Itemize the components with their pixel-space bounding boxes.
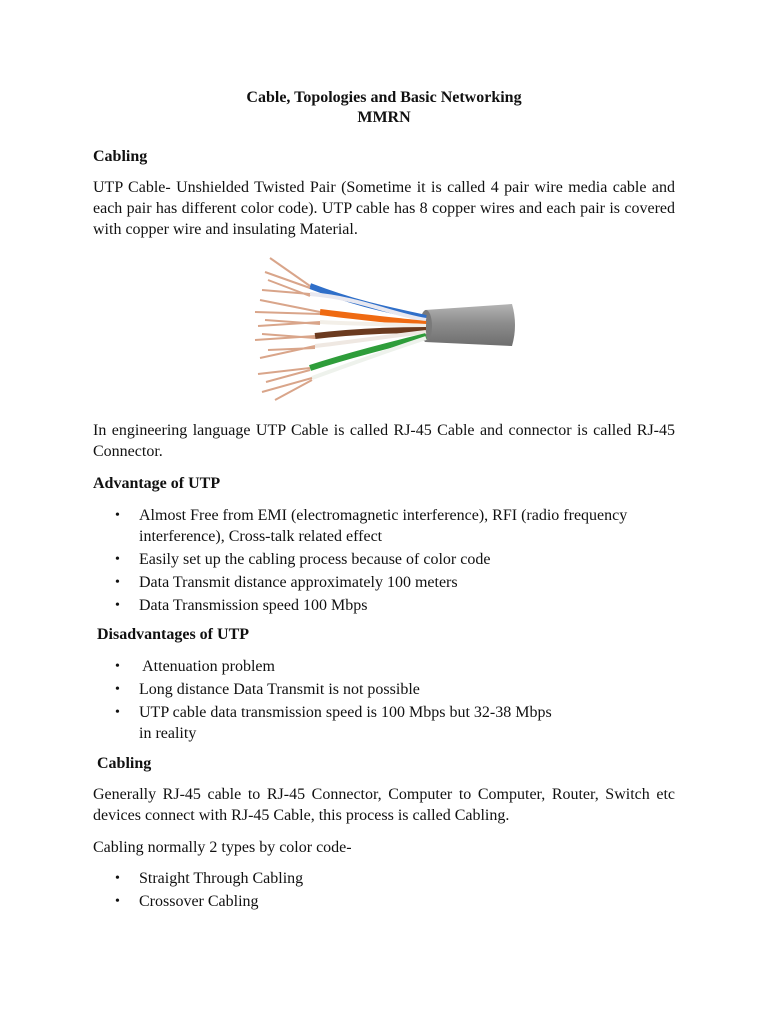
list-item: • Data Transmit distance approximately 100 meters [115,574,458,591]
bullet-icon: • [115,894,120,909]
bullet-icon: • [115,871,120,886]
list-item: • Attenuation problem [115,658,275,675]
bullet-icon: • [115,575,120,590]
bullet-icon: • [115,598,120,613]
title-line-2: MMRN [357,109,411,126]
document-title [0,88,768,128]
bullet-icon: • [115,682,120,697]
list-item: • Data Transmission speed 100 Mbps [115,597,368,614]
copper-wire-ends [255,258,320,400]
advantages-list [93,505,675,618]
heading-cabling: Cabling [93,148,148,165]
title-line-1: Cable, Topologies and Basic Networking [246,89,522,106]
cabling-types-list [93,868,675,914]
utp-cable-image [240,250,520,405]
list-item: • Easily set up the cabling process because of color code [115,551,491,568]
list-item: • Crossover Cabling [115,893,259,910]
disadvantages-list [93,656,675,746]
bullet-icon: • [115,508,120,523]
bullet-icon: • [115,552,120,567]
heading-advantages: Advantage of UTP [93,475,221,492]
bullet-icon: • [115,705,120,720]
list-item: • Straight Through Cabling [115,870,304,887]
cable-jacket [425,304,515,346]
utp-description-paragraph: UTP Cable- Unshielded Twisted Pair (Sometime it is called 4 pair wire media cable and each pair has different color code). UTP cable has 8 copper wires and each pair is covered with copper wire and insulating Material. [93,179,675,238]
list-item: • UTP cable data transmission speed is 100 Mbps but 32-38 Mbps in reality [115,704,552,742]
heading-cabling-2: Cabling [97,755,152,772]
list-item: • Long distance Data Transmit is not possible [115,681,420,698]
list-item: • Almost Free from EMI (electromagnetic interference), RFI (radio frequency interference), Cross-talk related effect [115,507,628,545]
bullet-icon: • [115,659,120,674]
heading-disadvantages: Disadvantages of UTP [97,626,250,643]
cabling-types-intro: Cabling normally 2 types by color code- [93,839,352,856]
rj45-paragraph: In engineering language UTP Cable is called RJ-45 Cable and connector is called RJ-45 Connector. [93,422,675,460]
cabling-paragraph: Generally RJ-45 cable to RJ-45 Connector, Computer to Computer, Router, Switch etc devices connect with RJ-45 Cable, this process is called Cabling. [93,786,675,824]
